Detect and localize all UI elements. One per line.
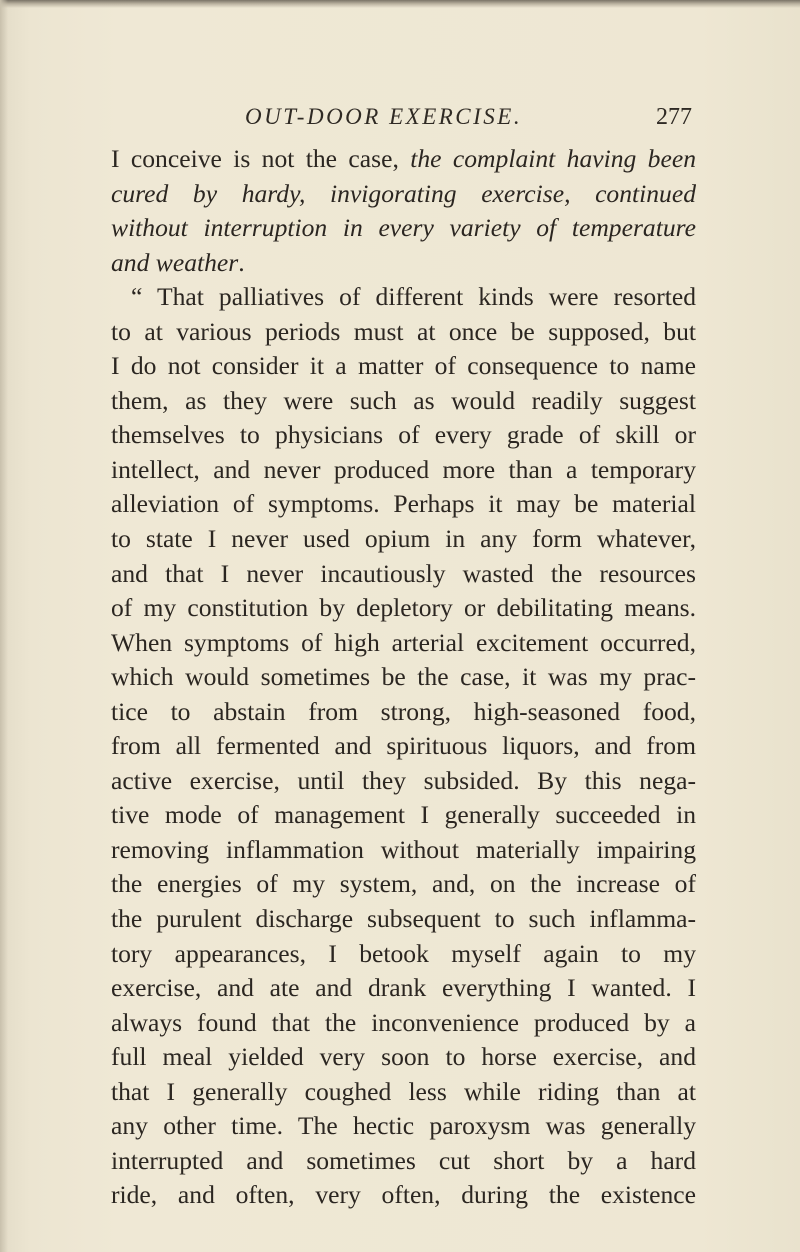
text-run: active exercise, until they subsided. By this nega- bbox=[111, 765, 696, 795]
text-line bbox=[111, 1040, 696, 1075]
text-line bbox=[111, 1006, 696, 1041]
text-run: to state I never used opium in any form whatever, bbox=[111, 524, 696, 554]
text-run: ride, and often, very often, during the existence bbox=[111, 1180, 696, 1210]
text-run: always found that the inconvenience produced by a bbox=[111, 1007, 696, 1037]
text-run: which would sometimes be the case, it was my prac- bbox=[111, 662, 696, 692]
text-line bbox=[111, 142, 696, 177]
italic-text: the complaint having been bbox=[410, 144, 696, 173]
text-run: full meal yielded very soon to horse exercise, and bbox=[111, 1042, 696, 1072]
page-top-edge bbox=[0, 0, 800, 8]
page-number: 277 bbox=[656, 104, 692, 130]
page-binding-edge bbox=[0, 0, 8, 1252]
text-run: exercise, and ate and drank everything I wanted. I bbox=[111, 973, 696, 1003]
text-line bbox=[111, 1075, 696, 1110]
text-line bbox=[111, 522, 696, 557]
text-run: themselves to physicians of every grade of skill or bbox=[111, 420, 696, 450]
text-line bbox=[111, 211, 696, 246]
text-run: intellect, and never produced more than a temporary bbox=[111, 454, 696, 484]
text-run: the energies of my system, and, on the increase of bbox=[111, 869, 696, 899]
page-header bbox=[0, 104, 800, 134]
text-run: any other time. The hectic paroxysm was generally bbox=[111, 1111, 696, 1141]
text-run: and that I never incautiously wasted the resources bbox=[111, 558, 696, 588]
italic-text: without interruption in every variety of temperature bbox=[111, 213, 696, 243]
text-line bbox=[111, 418, 696, 453]
text-run: the purulent discharge subsequent to such inflamma- bbox=[111, 904, 696, 934]
text-line bbox=[111, 937, 696, 972]
text-run: from all fermented and spirituous liquors, and from bbox=[111, 731, 696, 761]
text-line bbox=[111, 1178, 696, 1213]
text-run: . bbox=[238, 247, 245, 277]
text-run: of my constitution by depletory or debilitating means. bbox=[111, 593, 696, 623]
running-head: OUT-DOOR EXERCISE. bbox=[245, 104, 523, 129]
text-line bbox=[111, 557, 696, 592]
text-run: tory appearances, I betook myself again to my bbox=[111, 938, 696, 968]
text-line bbox=[111, 798, 696, 833]
text-line bbox=[111, 626, 696, 661]
text-run: that I generally coughed less while riding than at bbox=[111, 1076, 696, 1106]
text-run: them, as they were such as would readily suggest bbox=[111, 385, 696, 415]
text-line bbox=[111, 833, 696, 868]
text-run: alleviation of symptoms. Perhaps it may be material bbox=[111, 489, 696, 519]
text-line bbox=[111, 280, 696, 315]
text-line bbox=[111, 1109, 696, 1144]
text-line bbox=[111, 315, 696, 350]
text-line bbox=[111, 349, 696, 384]
text-line bbox=[111, 177, 696, 212]
text-line bbox=[111, 729, 696, 764]
text-line bbox=[111, 591, 696, 626]
text-run: removing inflammation without materially impairing bbox=[111, 834, 696, 864]
italic-text: and weather bbox=[111, 247, 239, 277]
text-line bbox=[111, 971, 696, 1006]
text-run: to at various periods must at once be supposed, but bbox=[111, 316, 696, 346]
text-line bbox=[111, 695, 696, 730]
text-line bbox=[111, 1144, 696, 1179]
body-text bbox=[111, 142, 696, 1213]
text-run: “ That palliatives of different kinds were resorted bbox=[131, 282, 696, 312]
text-run: tice to abstain from strong, high-seasoned food, bbox=[111, 696, 696, 726]
text-run: When symptoms of high arterial excitement occurred, bbox=[111, 627, 696, 657]
text-line bbox=[111, 764, 696, 799]
text-line bbox=[111, 246, 696, 281]
text-line bbox=[111, 384, 696, 419]
text-line bbox=[111, 487, 696, 522]
text-line bbox=[111, 453, 696, 488]
italic-text: cured by hardy, invigorating exercise, continued bbox=[111, 178, 696, 208]
text-run: tive mode of management I generally succeeded in bbox=[111, 800, 696, 830]
text-run: interrupted and sometimes cut short by a hard bbox=[111, 1145, 696, 1175]
text-run: I do not consider it a matter of consequence to name bbox=[111, 351, 696, 381]
text-line bbox=[111, 867, 696, 902]
text-line bbox=[111, 660, 696, 695]
text-run: I conceive is not the case, bbox=[111, 144, 411, 173]
text-line bbox=[111, 902, 696, 937]
